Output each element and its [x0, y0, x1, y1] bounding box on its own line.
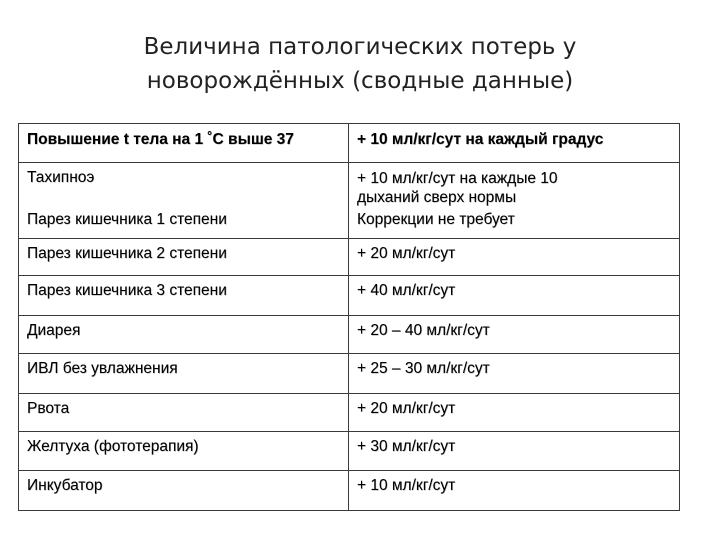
table-row: [19, 239, 680, 276]
table-row: [19, 207, 680, 239]
loss-cell: + 20 – 40 мл/кг/сут: [349, 316, 680, 354]
table-row: [19, 124, 680, 163]
slide-title-line-2: новорождённых (сводные данные): [146, 68, 574, 94]
loss-cell: + 20 мл/кг/сут: [349, 239, 680, 276]
table-row: [19, 394, 680, 432]
loss-cell: + 40 мл/кг/сут: [349, 276, 680, 316]
losses-table: [18, 123, 680, 511]
slide-title-line-1: Величина патологических потерь у: [143, 34, 577, 60]
loss-line-2: дыханий сверх нормы: [357, 189, 517, 206]
condition-cell: Рвота: [19, 394, 349, 432]
condition-cell: Инкубатор: [19, 471, 349, 511]
loss-cell: Коррекции не требует: [349, 207, 680, 239]
condition-cell: Парез кишечника 2 степени: [19, 239, 349, 276]
loss-cell: + 10 мл/кг/сут: [349, 471, 680, 511]
table-row: [19, 163, 680, 208]
condition-cell: Желтуха (фототерапия): [19, 432, 349, 471]
table-row: [19, 471, 680, 511]
condition-cell: Диарея: [19, 316, 349, 354]
loss-cell: + 10 мл/кг/сут на каждый градус: [349, 124, 680, 163]
condition-cell: Парез кишечника 1 степени: [19, 207, 349, 239]
condition-cell: ИВЛ без увлажнения: [19, 354, 349, 394]
table-row: [19, 316, 680, 354]
slide-title: [0, 30, 720, 98]
loss-cell: [349, 163, 680, 208]
loss-cell: + 25 – 30 мл/кг/сут: [349, 354, 680, 394]
table-row: [19, 276, 680, 316]
loss-cell: + 20 мл/кг/сут: [349, 394, 680, 432]
table-row: [19, 432, 680, 471]
condition-cell: Парез кишечника 3 степени: [19, 276, 349, 316]
condition-cell: Тахипноэ: [19, 163, 349, 208]
loss-line-1: + 10 мл/кг/сут на каждые 10: [357, 170, 558, 187]
loss-cell: + 30 мл/кг/сут: [349, 432, 680, 471]
table-row: [19, 354, 680, 394]
condition-cell: Повышение t тела на 1 ˚С выше 37: [19, 124, 349, 163]
